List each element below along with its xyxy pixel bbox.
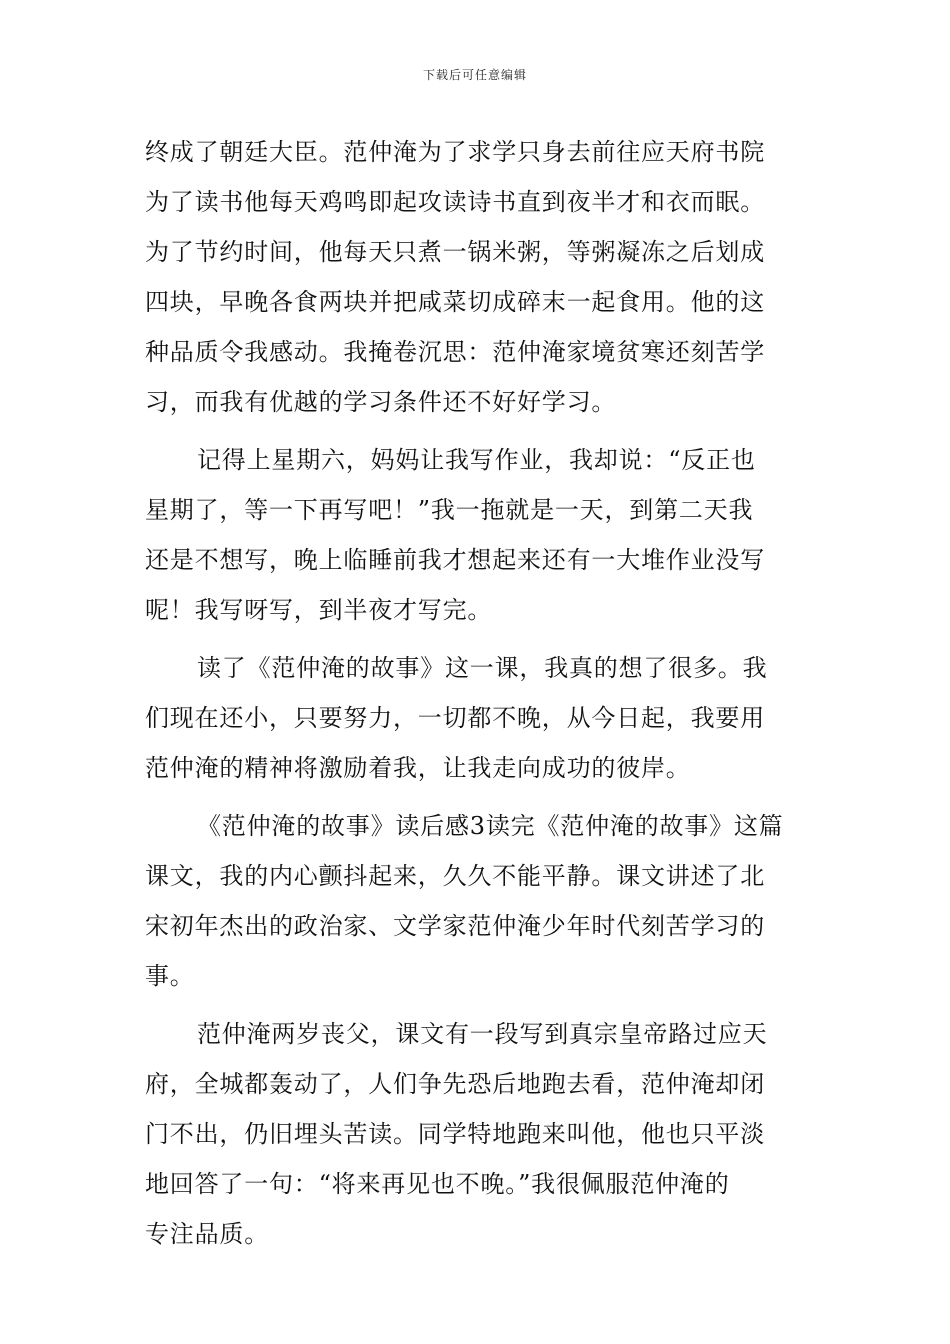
paragraph-4	[145, 801, 807, 1001]
text-line: 星期了，等一下再写吧！”我一拖就是一天，到第二天我	[145, 496, 754, 524]
text-line: 为了节约时间，他每天只煮一锅米粥，等粥凝冻之后划成	[145, 238, 765, 266]
page-header: 下载后可任意编辑	[422, 68, 527, 82]
paragraph-5	[145, 1009, 807, 1259]
text-line: 门不出，仍旧埋头苦读。同学特地跑来叫他，他也只平淡	[145, 1120, 765, 1148]
text-line: 们现在还小，只要努力，一切都不晚，从今日起，我要用	[145, 704, 765, 732]
text-line: 习，而我有优越的学习条件还不好好学习。	[145, 388, 617, 416]
text-line: 范仲淹两岁丧父，课文有一段写到真宗皇帝路过应天	[197, 1020, 768, 1048]
text-line: 种品质令我感动。我掩卷沉思：范仲淹家境贫寒还刻苦学	[145, 338, 765, 366]
paragraph-3	[145, 643, 807, 793]
text-line: 呢！我写呀写，到半夜才写完。	[145, 596, 493, 624]
text-line: 专注品质。	[145, 1220, 269, 1248]
text-line: 课文，我的内心颤抖起来，久久不能平静。课文讲述了北	[145, 862, 765, 890]
text-line: 还是不想写，晚上临睡前我才想起来还有一大堆作业没写	[145, 546, 765, 574]
text-line: 为了读书他每天鸡鸣即起攻读诗书直到夜半才和衣而眠。	[145, 188, 765, 216]
text-line: 府，全城都轰动了，人们争先恐后地跑去看，范仲淹却闭	[145, 1070, 765, 1098]
text-line: 地回答了一句：“将来再见也不晚。”我很佩服范仲淹的	[145, 1170, 730, 1198]
text-line: 读了《范仲淹的故事》这一课，我真的想了很多。我	[197, 654, 768, 682]
text-line: 宋初年杰出的政治家、文学家范仲淹少年时代刻苦学习的	[145, 912, 765, 940]
text-line: 范仲淹的精神将激励着我，让我走向成功的彼岸。	[145, 754, 691, 782]
text-line: 四块，早晚各食两块并把咸菜切成碎末一起食用。他的这	[145, 288, 765, 316]
document-body	[145, 127, 807, 1259]
paragraph-1	[145, 127, 807, 427]
text-line: 《范仲淹的故事》读后感3读完《范仲淹的故事》这篇	[197, 812, 784, 840]
text-line: 终成了朝廷大臣。范仲淹为了求学只身去前往应天府书院	[145, 138, 765, 166]
text-line: 事。	[145, 962, 195, 990]
paragraph-2	[145, 435, 807, 635]
text-line: 记得上星期六，妈妈让我写作业，我却说：“反正也	[197, 446, 756, 474]
